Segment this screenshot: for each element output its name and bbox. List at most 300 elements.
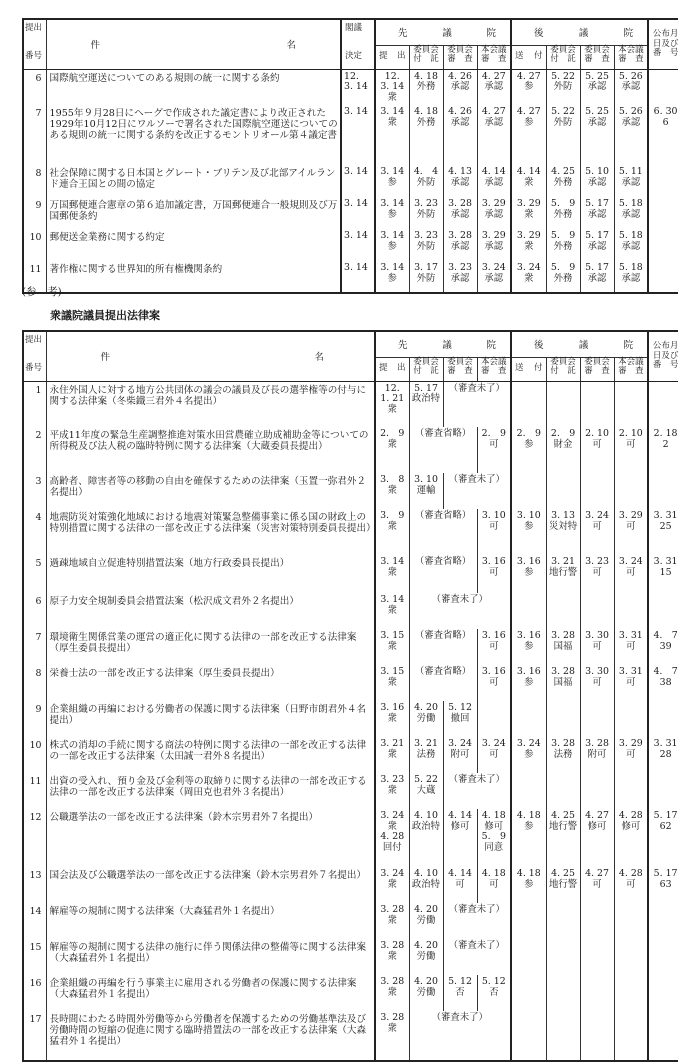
first-committee-review-cell: [443, 975, 477, 1011]
row-number: 16: [23, 975, 46, 1011]
status-note: （審査未了）: [443, 939, 511, 975]
label: 本会議: [481, 44, 507, 55]
first-submit-value: 衆: [387, 950, 397, 962]
first-house-3: 院: [486, 28, 497, 40]
second-plenary-cell: [614, 665, 648, 701]
row-title: 長時間にわたる時間外労働等から労働者を保護するための労働基準法及び労働時間の短縮の促進に関する臨時措置法の一部を改正する法律案（大森猛君外１名提出）: [46, 1011, 375, 1061]
promulgation-value: 3. 31: [653, 556, 678, 567]
second-plenary-value: 可: [626, 520, 636, 532]
second-committee-referral-value: 外務: [553, 208, 573, 220]
second-sent-value: 3. 10: [516, 510, 541, 521]
first-plenary-cell: [477, 229, 511, 261]
row-title: 社会保障に関する日本国とグレート・ブリテン及び北部アイルランド連合王国との間の協定: [46, 165, 341, 197]
first-committee-review-value: 3. 28: [448, 198, 472, 209]
first-submit-value: 衆: [387, 604, 397, 616]
first-committee-review-value: 承認: [450, 176, 470, 188]
second-house-3: 院: [623, 28, 634, 40]
second-committee-referral-value: 3. 28: [551, 666, 575, 677]
first-submit-cell: [375, 1011, 409, 1061]
second-committee-referral-value: 4. 25: [551, 868, 575, 879]
second-plenary-cell: [614, 939, 648, 975]
first-house-1: 先: [398, 340, 408, 352]
first-submit-cell: [375, 867, 409, 903]
second-committee-review-value: 4. 27: [585, 810, 609, 821]
second-plenary-cell: [614, 197, 648, 229]
first-plenary-cell: [477, 701, 511, 737]
promulgation-value: 15: [659, 566, 672, 578]
second-sent-value: 4. 27: [516, 70, 541, 82]
first-committee-review-value: 承認: [450, 272, 470, 284]
first-submit-value: 衆: [387, 914, 397, 926]
label: 委員会: [447, 356, 473, 367]
promulgation-value: 63: [659, 878, 672, 890]
first-committee-referral-value: 4. 20: [414, 904, 438, 915]
first-submit-value: 衆: [387, 878, 397, 890]
first-committee-review-value: 4. 14: [448, 868, 472, 879]
second-committee-referral-value: 5. 22: [551, 70, 575, 82]
first-committee-referral-cell: [409, 809, 443, 867]
first-submit-cell: [375, 261, 409, 293]
second-sent-cell: [511, 427, 546, 473]
second-plenary-cell: [614, 69, 648, 105]
second-sent-value: 4. 27: [516, 106, 541, 117]
first-committee-referral-value: 3. 21: [414, 738, 438, 749]
first-submit-value: 衆: [387, 116, 397, 128]
header-prom-1: 公布月: [652, 341, 678, 351]
header-number: [23, 19, 46, 69]
second-plenary-cell: [614, 229, 648, 261]
row-title: 企業組織の再編における労働者の保護に関する法律案（日野市朗君外４名提出）: [46, 701, 375, 737]
second-plenary-cell: [614, 261, 648, 293]
first-submit-value: 3. 23: [380, 774, 405, 785]
first-committee-review-value: 承認: [450, 240, 470, 252]
first-committee-referral-cell: [409, 197, 443, 229]
first-committee-referral-value: 運輸: [416, 484, 436, 496]
cabinet-decision-cell: [341, 229, 375, 261]
first-committee-referral-cell: [409, 737, 443, 773]
first-committee-referral-cell: [409, 903, 443, 939]
first-committee-review-value: 4. 13: [448, 166, 472, 177]
promulgation-cell: [648, 165, 678, 197]
second-committee-review-cell: [580, 197, 614, 229]
label: 本会議: [618, 356, 644, 367]
header-first-submit: [375, 45, 409, 69]
second-committee-referral-cell: [546, 165, 580, 197]
second-sent-cell: [511, 473, 546, 509]
label: 付 託: [550, 366, 576, 376]
second-committee-review-value: 5. 17: [585, 198, 609, 209]
second-committee-review-value: 可: [592, 878, 602, 890]
second-plenary-value: 4. 28: [618, 868, 643, 879]
second-sent-value: 参: [524, 438, 534, 450]
label: 提: [379, 51, 388, 62]
promulgation-cell: [648, 555, 678, 593]
label: 審 査: [481, 54, 507, 64]
row-number: 3: [23, 473, 46, 509]
first-submit-cell: [375, 939, 409, 975]
row-number: 7: [23, 629, 46, 665]
second-plenary-value: 3. 31: [618, 630, 643, 641]
first-plenary-cell: [477, 555, 511, 593]
first-submit-value: 3. 15: [380, 630, 405, 641]
treaty-row: [23, 69, 678, 105]
first-submit-value: 参: [387, 272, 397, 284]
first-committee-review-value: 修可: [450, 820, 470, 832]
second-plenary-value: 承認: [621, 116, 641, 128]
header-second-ref: [546, 357, 580, 381]
first-submit-value: 衆: [387, 748, 397, 760]
first-plenary-value: 4. 18: [481, 810, 506, 821]
second-committee-review-value: 可: [592, 640, 602, 652]
label: 審 査: [447, 366, 473, 376]
second-committee-review-value: 承認: [587, 208, 607, 220]
first-committee-referral-cell: [409, 773, 443, 809]
header-number-bottom: 番号: [25, 363, 43, 373]
status-note: （審査未了）: [409, 1011, 511, 1061]
first-submit-cell: [375, 629, 409, 665]
row-title: 過疎地域自立促進特別措置法案（地方行政委員長提出）: [46, 555, 375, 593]
row-number: 9: [23, 197, 46, 229]
promulgation-cell: [648, 229, 678, 261]
first-committee-referral-cell: [409, 867, 443, 903]
label: 送: [515, 51, 524, 62]
second-sent-value: 3. 29: [516, 230, 541, 241]
second-committee-referral-value: 地行警: [548, 878, 578, 890]
row-number: 2: [23, 427, 46, 473]
first-plenary-value: 3. 16: [481, 666, 506, 677]
treaty-row: [23, 105, 678, 165]
first-submit-value: 2. 9: [380, 428, 405, 439]
first-committee-review-value: 3. 24: [448, 738, 472, 749]
second-plenary-value: 5. 18: [618, 198, 643, 209]
second-committee-review-cell: [580, 261, 614, 293]
first-committee-referral-value: 外務: [416, 116, 436, 128]
second-plenary-cell: [614, 903, 648, 939]
second-committee-review-cell: [580, 939, 614, 975]
label: 委員会: [584, 44, 610, 55]
second-sent-value: 3. 16: [516, 556, 541, 567]
header-number-bottom: 番号: [25, 51, 43, 61]
second-sent-value: 衆: [524, 208, 534, 220]
first-submit-value: 3. 14: [380, 198, 405, 209]
second-committee-review-cell: [580, 665, 614, 701]
treaty-table-header: [23, 19, 678, 69]
second-sent-cell: [511, 665, 546, 701]
label: 委員会: [550, 356, 576, 367]
label: 審 査: [618, 54, 644, 64]
first-committee-referral-value: 5. 22: [414, 774, 438, 785]
first-submit-cell: [375, 737, 409, 773]
second-plenary-value: 5. 18: [618, 230, 643, 241]
first-plenary-cell: [477, 261, 511, 293]
header-number-top: 提出: [25, 23, 43, 33]
first-submit-value: 衆: [387, 438, 397, 450]
second-sent-value: 参: [524, 748, 534, 760]
first-submit-value: 参: [387, 208, 397, 220]
second-committee-review-cell: [580, 69, 614, 105]
promulgation-cell: [648, 867, 678, 903]
first-committee-referral-value: 4. 18: [414, 106, 438, 117]
first-plenary-value: 4. 27: [481, 70, 506, 82]
second-plenary-value: 可: [626, 640, 636, 652]
second-committee-referral-value: 国福: [553, 676, 573, 688]
first-plenary-value: 3. 24: [481, 262, 506, 273]
promulgation-value: 4. 7: [653, 666, 678, 677]
first-plenary-value: 3. 24: [481, 738, 506, 749]
cabinet-decision-value: 3. 14: [344, 81, 368, 92]
second-committee-referral-cell: [546, 427, 580, 473]
first-submit-value: 参: [387, 176, 397, 188]
promulgation-cell: [648, 593, 678, 629]
bill-row: [23, 867, 678, 903]
row-title: 地震防災対策強化地域における地震対策緊急整備事業に係る国の財政上の特別措置に関する法律の一部を改正する法律案（災害対策特別委員長提出）: [46, 509, 375, 555]
header-cabinet-top: 閣議: [345, 23, 363, 33]
row-title: 平成11年度の緊急生産調整推進対策水田営農確立助成補助金等についての所得税及び法人税の臨時特例に関する法律案（大蔵委員長提出）: [46, 427, 375, 473]
header-name: [46, 19, 341, 69]
second-committee-review-value: 2. 10: [585, 428, 609, 439]
header-prom-3: 番 号: [652, 360, 678, 370]
label: 提: [379, 363, 388, 374]
promulgation-cell: [648, 629, 678, 665]
first-plenary-value: 同意: [484, 841, 504, 853]
first-committee-referral-cell: [409, 105, 443, 165]
second-sent-value: 衆: [524, 240, 534, 252]
promulgation-cell: [648, 473, 678, 509]
second-plenary-cell: [614, 867, 648, 903]
first-submit-value: 3. 28: [380, 940, 405, 951]
second-plenary-cell: [614, 555, 648, 593]
first-plenary-value: 5. 9: [481, 831, 506, 842]
second-plenary-cell: [614, 509, 648, 555]
second-sent-value: 参: [524, 81, 534, 92]
second-committee-referral-cell: [546, 809, 580, 867]
first-submit-value: 衆: [387, 403, 397, 415]
promulgation-cell: [648, 701, 678, 737]
second-committee-referral-value: 3. 28: [551, 738, 575, 749]
first-plenary-cell: [477, 867, 511, 903]
second-plenary-value: 3. 29: [618, 738, 643, 749]
promulgation-cell: [648, 773, 678, 809]
second-committee-referral-cell: [546, 1011, 580, 1061]
second-sent-cell: [511, 903, 546, 939]
first-committee-review-cell: [443, 809, 477, 867]
header-number: [23, 331, 46, 381]
row-number: 8: [23, 665, 46, 701]
first-plenary-cell: [477, 809, 511, 867]
first-submit-cell: [375, 509, 409, 555]
second-committee-review-cell: [580, 473, 614, 509]
row-title: 高齢者、障害者等の移動の自由を確保するための法律案（玉置一弥君外２名提出）: [46, 473, 375, 509]
second-committee-referral-cell: [546, 903, 580, 939]
second-house-2: 議: [578, 340, 589, 352]
header-name-right: 名: [314, 352, 324, 364]
second-committee-referral-cell: [546, 737, 580, 773]
promulgation-value: 5. 17: [653, 810, 678, 821]
second-plenary-value: 3. 29: [618, 510, 643, 521]
promulgation-value: 3. 31: [653, 738, 678, 749]
second-plenary-value: 5. 11: [618, 166, 643, 177]
second-sent-cell: [511, 69, 546, 105]
promulgation-cell: [648, 903, 678, 939]
first-submit-value: 3. 14: [380, 81, 405, 92]
promulgation-value: 2. 18: [653, 428, 678, 439]
second-committee-review-value: 可: [592, 676, 602, 688]
header-name: [46, 331, 375, 381]
row-number: 5: [23, 555, 46, 593]
first-plenary-value: 承認: [484, 272, 504, 284]
second-committee-review-value: 3. 30: [585, 666, 609, 677]
second-sent-value: 参: [524, 566, 534, 578]
promulgation-cell: [648, 1011, 678, 1061]
status-note: （審査省略）: [409, 555, 477, 593]
first-plenary-value: 可: [489, 878, 499, 890]
second-committee-referral-value: 5. 9: [550, 262, 576, 273]
header-cabinet: [341, 19, 375, 69]
second-sent-cell: [511, 509, 546, 555]
second-committee-review-value: 3. 24: [585, 510, 609, 521]
first-submit-value: 衆: [387, 520, 397, 532]
second-committee-referral-value: 国福: [553, 640, 573, 652]
header-name-left: 件: [90, 40, 101, 52]
treaty-table: [22, 18, 678, 294]
first-plenary-value: 3. 29: [481, 198, 506, 209]
first-plenary-cell: [477, 105, 511, 165]
first-committee-review-value: 承認: [450, 116, 470, 128]
second-plenary-value: 3. 31: [618, 666, 643, 677]
second-committee-referral-value: 外務: [553, 272, 573, 284]
first-committee-review-value: 可: [455, 878, 465, 890]
second-sent-cell: [511, 939, 546, 975]
second-committee-review-cell: [580, 975, 614, 1011]
row-title: 著作権に関する世界知的所有権機関条約: [46, 261, 341, 293]
first-plenary-value: 承認: [484, 81, 504, 92]
second-plenary-cell: [614, 427, 648, 473]
treaty-row: [23, 197, 678, 229]
row-number: 12: [23, 809, 46, 867]
first-house-2: 議: [442, 28, 452, 40]
row-title: 株式の消却の手続に関する商法の特例に関する法律の一部を改正する法律の一部を改正する法律案（太田誠一君外８名提出）: [46, 737, 375, 773]
label: 付 託: [413, 366, 439, 376]
second-committee-review-value: 3. 28: [585, 738, 609, 749]
first-committee-referral-value: 3. 17: [414, 262, 438, 273]
second-sent-value: 参: [524, 820, 534, 832]
first-submit-cell: [375, 555, 409, 593]
second-committee-review-value: 可: [592, 438, 602, 450]
reference-label: (参 考): [22, 286, 62, 298]
first-committee-referral-value: 政治特: [411, 393, 441, 404]
second-plenary-cell: [614, 629, 648, 665]
first-committee-referral-value: 大蔵: [416, 784, 436, 796]
header-second-house: [511, 331, 648, 357]
first-house-1: 先: [398, 28, 408, 40]
first-submit-value: 衆: [387, 820, 397, 832]
second-committee-review-value: 承認: [587, 116, 607, 128]
second-committee-review-cell: [580, 737, 614, 773]
second-plenary-cell: [614, 165, 648, 197]
row-number: 10: [23, 229, 46, 261]
row-number: 10: [23, 737, 46, 773]
first-plenary-value: 4. 27: [481, 106, 506, 117]
first-plenary-cell: [477, 975, 511, 1011]
second-plenary-cell: [614, 701, 648, 737]
second-committee-referral-cell: [546, 381, 580, 427]
bill-row: [23, 665, 678, 701]
first-submit-value: 3. 28: [380, 1012, 405, 1023]
first-submit-value: 3. 28: [380, 904, 405, 915]
label: 委員会: [584, 356, 610, 367]
row-title: 公職選挙法の一部を改正する法律案（鈴木宗男君外７名提出）: [46, 809, 375, 867]
second-committee-review-cell: [580, 229, 614, 261]
header-first-cmt: [443, 357, 477, 381]
label: 委員会: [413, 356, 439, 367]
second-committee-review-cell: [580, 903, 614, 939]
second-sent-cell: [511, 593, 546, 629]
second-committee-review-value: 5. 25: [585, 70, 609, 82]
second-committee-referral-cell: [546, 197, 580, 229]
bill-row: [23, 1011, 678, 1061]
label: 委員会: [447, 44, 473, 55]
second-plenary-value: 2. 10: [618, 428, 643, 439]
first-committee-review-value: 4. 26: [448, 106, 472, 117]
label: 委員会: [550, 44, 576, 55]
header-promulgation: [648, 331, 678, 381]
first-committee-referral-value: 4. 4: [413, 166, 439, 177]
promulgation-cell: [648, 261, 678, 293]
bill-row: [23, 381, 678, 427]
second-committee-referral-value: 4. 25: [551, 810, 575, 821]
first-committee-referral-cell: [409, 69, 443, 105]
header-first-plen: [477, 45, 511, 69]
first-committee-referral-value: 外防: [416, 208, 436, 220]
second-committee-review-value: 5. 10: [585, 166, 609, 177]
cabinet-decision-cell: [341, 261, 375, 293]
second-committee-review-value: 5. 17: [585, 230, 609, 241]
second-committee-referral-value: 災対特: [548, 520, 578, 532]
second-committee-review-value: 可: [592, 520, 602, 532]
bill-row: [23, 939, 678, 975]
second-plenary-cell: [614, 975, 648, 1011]
second-sent-value: 参: [524, 676, 534, 688]
first-submit-value: 12.: [384, 70, 400, 82]
promulgation-cell: [648, 737, 678, 773]
first-submit-value: 衆: [387, 91, 397, 103]
label: 本会議: [481, 356, 507, 367]
cabinet-decision-value: 3. 14: [344, 230, 368, 241]
first-committee-referral-cell: [409, 473, 443, 509]
bill-row: [23, 903, 678, 939]
first-committee-review-cell: [443, 229, 477, 261]
first-committee-referral-value: 政治特: [411, 878, 441, 890]
second-committee-review-cell: [580, 867, 614, 903]
first-committee-review-cell: [443, 105, 477, 165]
first-submit-value: 衆: [387, 676, 397, 688]
first-committee-referral-value: 4. 20: [414, 976, 438, 987]
second-plenary-cell: [614, 809, 648, 867]
second-house-3: 院: [623, 340, 634, 352]
row-title: 出資の受入れ、預り金及び金利等の取締りに関する法律の一部を改正する法律の一部を改正する法律案（岡田克也君外３名提出）: [46, 773, 375, 809]
first-plenary-value: 否: [489, 986, 499, 998]
status-note: （審査未了）: [443, 773, 511, 809]
second-plenary-value: 4. 28: [618, 810, 643, 821]
first-submit-value: 衆: [387, 712, 397, 724]
second-committee-referral-cell: [546, 867, 580, 903]
first-committee-review-cell: [443, 867, 477, 903]
header-second-house: [511, 19, 648, 45]
promulgation-value: 38: [659, 676, 672, 688]
first-committee-referral-cell: [409, 229, 443, 261]
first-plenary-value: 修可: [484, 820, 504, 832]
first-submit-value: 衆: [387, 640, 397, 652]
